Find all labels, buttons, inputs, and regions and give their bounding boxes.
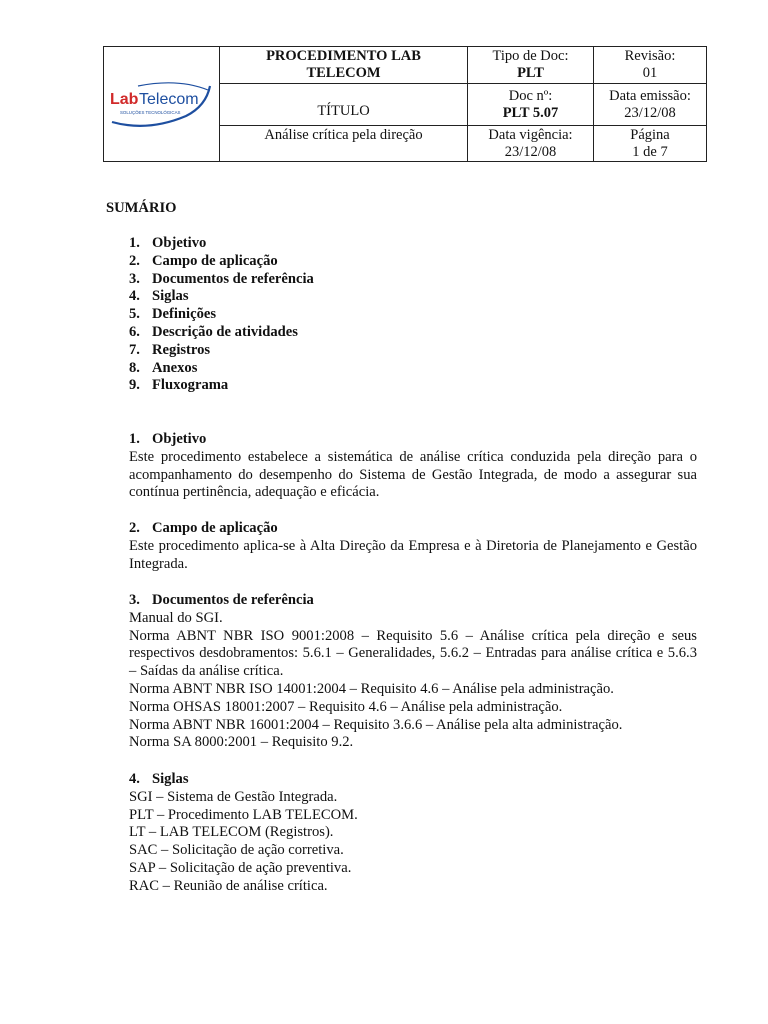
- acronym-line: LT – LAB TELECOM (Registros).: [129, 824, 334, 841]
- page-value: 1 de 7: [632, 143, 668, 160]
- effective-date-label: Data vigência:: [488, 126, 573, 143]
- page-label: Página: [630, 126, 670, 143]
- reference-line: Norma ABNT NBR ISO 9001:2008 – Requisito 5.6 – Análise crítica pela direção e seus respectivos desdobramentos: 5.6.1 – Generalidades, 5.6.2 – Entradas para análise crítica e 5.6.3 – Saídas da análise crítica.: [129, 627, 697, 680]
- page-number-cell: [594, 126, 707, 162]
- logo-tagline-text: SOLUÇÕES TECNOLÓGICAS: [120, 110, 181, 115]
- summary-item-label: Fluxograma: [152, 377, 229, 394]
- reference-line: Manual do SGI.: [129, 609, 223, 626]
- section-heading: [129, 520, 697, 538]
- summary-item-number: 4.: [129, 288, 140, 305]
- summary-item: [129, 288, 314, 306]
- summary-item-label: Objetivo: [152, 235, 207, 251]
- logo-lab-text: Lab: [110, 91, 139, 108]
- revision-value: 01: [642, 65, 658, 81]
- section-number: 3.: [129, 592, 140, 608]
- doc-number-label: Doc nº:: [508, 87, 553, 104]
- summary-item-label: Anexos: [152, 359, 198, 376]
- summary-item: [129, 235, 314, 253]
- section-objetivo: [129, 431, 697, 502]
- section-title: Objetivo: [152, 431, 207, 447]
- section-title: Documentos de referência: [152, 592, 314, 608]
- section-heading: [129, 431, 697, 449]
- section-body: Este procedimento estabelece a sistemática de análise crítica conduzida pela direção para o acompanhamento do desempenho do Sistema de Gestão Integrada, de modo a assegurar sua contínua pertinência, adequação e eficácia.: [129, 448, 697, 501]
- summary-item-label: Siglas: [152, 288, 189, 305]
- acronym-line: SGI – Sistema de Gestão Integrada.: [129, 788, 338, 805]
- summary-item: [129, 324, 314, 342]
- title-label-cell: [220, 84, 468, 126]
- reference-line: Norma ABNT NBR ISO 14001:2004 – Requisito 4.6 – Análise pela administração.: [129, 680, 614, 697]
- summary-item-number: 3.: [129, 270, 140, 287]
- summary-item-number: 7.: [129, 341, 140, 358]
- summary-item-label: Definições: [152, 306, 217, 323]
- company-logo: [104, 48, 212, 160]
- reference-line: Norma SA 8000:2001 – Requisito 9.2.: [129, 734, 354, 751]
- section-heading: [129, 592, 697, 610]
- summary-item-number: 9.: [129, 377, 140, 394]
- summary-item-label: Descrição de atividades: [152, 323, 298, 340]
- summary-item: [129, 253, 314, 271]
- doc-type-cell: [468, 47, 594, 84]
- issue-date-value: 23/12/08: [624, 104, 676, 121]
- summary-list: [129, 235, 314, 395]
- issue-date-label: Data emissão:: [609, 87, 691, 104]
- title-value-cell: [220, 126, 468, 162]
- procedure-title-cell: [220, 47, 468, 84]
- acronym-line: SAC – Solicitação de ação corretiva.: [129, 842, 344, 859]
- summary-item: [129, 377, 314, 395]
- acronym-line: PLT – Procedimento LAB TELECOM.: [129, 806, 358, 823]
- section-number: 4.: [129, 771, 140, 787]
- issue-date-cell: [594, 84, 707, 126]
- section-documentos-de-referencia: [129, 592, 697, 752]
- reference-line: Norma OHSAS 18001:2007 – Requisito 4.6 – Análise pela administração.: [129, 698, 563, 715]
- section-heading: [129, 771, 697, 789]
- section-number: 2.: [129, 520, 140, 536]
- revision-label: Revisão:: [624, 48, 676, 64]
- effective-date-value: 23/12/08: [504, 143, 557, 160]
- procedure-line2: TELECOM: [306, 65, 381, 81]
- summary-title: SUMÁRIO: [106, 200, 177, 216]
- summary-item-label: Registros: [152, 341, 211, 358]
- section-body: Este procedimento aplica-se à Alta Direção da Empresa e à Diretoria de Planejamento e Gestão Integrada.: [129, 537, 697, 572]
- labtelecom-logo-icon: [108, 80, 214, 130]
- summary-item: [129, 271, 314, 289]
- summary-item-label: Campo de aplicação: [152, 252, 278, 269]
- logo-telecom-text: Telecom: [139, 91, 199, 108]
- doc-type-value: PLT: [517, 65, 544, 81]
- acronym-line: SAP – Solicitação de ação preventiva.: [129, 859, 352, 876]
- summary-item: [129, 306, 314, 324]
- document-header-table: [103, 46, 707, 162]
- section-siglas: [129, 771, 697, 896]
- section-number: 1.: [129, 431, 140, 447]
- section-campo-de-aplicacao: [129, 520, 697, 573]
- revision-cell: [594, 47, 707, 84]
- summary-item-label: Documentos de referência: [152, 270, 314, 287]
- doc-number-cell: [468, 84, 594, 126]
- procedure-line1: PROCEDIMENTO LAB: [266, 48, 421, 64]
- summary-item-number: 2.: [129, 252, 140, 269]
- summary-item-number: 8.: [129, 359, 140, 376]
- doc-type-label: Tipo de Doc:: [492, 48, 569, 64]
- summary-item-number: 1.: [129, 235, 140, 251]
- summary-item: [129, 342, 314, 360]
- acronym-line: RAC – Reunião de análise crítica.: [129, 877, 328, 894]
- effective-date-cell: [468, 126, 594, 162]
- summary-item: [129, 360, 314, 378]
- reference-line: Norma ABNT NBR 16001:2004 – Requisito 3.6.6 – Análise pela alta administração.: [129, 716, 623, 733]
- title-label: TÍTULO: [317, 103, 370, 119]
- section-title: Siglas: [152, 771, 189, 787]
- logo-cell: [104, 47, 220, 162]
- summary-item-number: 6.: [129, 323, 140, 340]
- title-value: Análise crítica pela direção: [264, 127, 423, 143]
- doc-number-value: PLT 5.07: [502, 104, 559, 121]
- section-title: Campo de aplicação: [152, 520, 278, 536]
- summary-item-number: 5.: [129, 306, 140, 323]
